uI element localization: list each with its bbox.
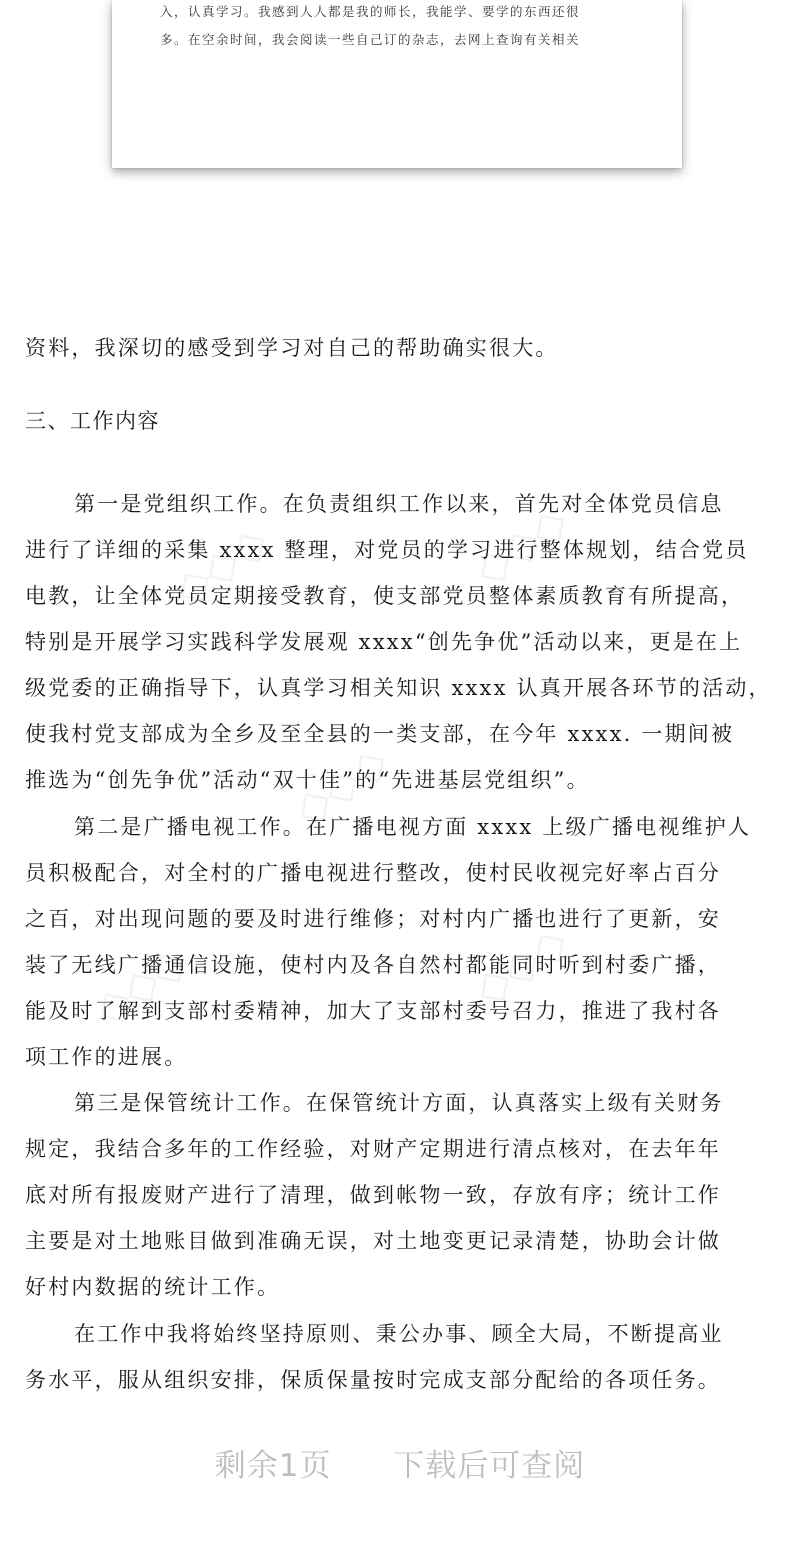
paragraph-line: 使我村党支部成为全乡及至全县的一类支部，在今年 xxxx. 一期间被 — [25, 722, 735, 746]
watermark-glyph: ◇◇◇ — [464, 915, 577, 1016]
paragraph-line: 推选为“创先争优”活动“双十佳”的“先进基层党组织”。 — [25, 768, 590, 792]
watermark-glyph: ◇◇◇ — [164, 515, 277, 616]
paragraph-line: 主要是对土地账目做到准确无误，对土地变更记录清楚，协助会计做 — [25, 1229, 721, 1253]
download-hint-label: 下载后可查阅 — [393, 1448, 586, 1484]
remaining-pages-prompt[interactable] — [0, 1440, 800, 1485]
paragraph-line: 员积极配合，对全村的广播电视进行整改，使村民收视完好率占百分 — [25, 861, 721, 885]
preview-line: 入，认真学习。我感到人人都是我的师长，我能学、要学的东西还很 — [160, 4, 581, 19]
watermark-glyph: ◇◇◇ — [84, 935, 197, 1036]
watermark-glyph: ◇◇◇ — [284, 735, 397, 836]
paragraph-line: 好村内数据的统计工作。 — [25, 1275, 281, 1299]
paragraph-line: 能及时了解到支部村委精神，加大了支部村委号召力，推进了我村各 — [25, 999, 721, 1023]
paragraph-line: 电教，让全体党员定期接受教育，使支部党员整体素质教育有所提高， — [25, 584, 745, 608]
paragraph-line: 务水平，服从组织安排，保质保量按时完成支部分配给的各项任务。 — [25, 1368, 721, 1392]
paragraph-line: 进行了详细的采集 xxxx 整理，对党员的学习进行整体规划，结合党员 — [25, 538, 749, 562]
paragraph-line: 之百，对出现问题的要及时进行维修；对村内广播也进行了更新，安 — [25, 907, 721, 931]
paragraph-line: 底对所有报废财产进行了清理，做到帐物一致，存放有序；统计工作 — [25, 1183, 721, 1207]
paragraph-line: 特别是开展学习实践科学发展观 xxxx“创先争优”活动以来，更是在上 — [25, 630, 743, 654]
preview-line: 多。在空余时间，我会阅读一些自己订的杂志，去网上查询有关相关 — [160, 32, 581, 47]
paragraph-line: 装了无线广播通信设施，使村内及各自然村都能同时听到村委广播， — [25, 953, 721, 977]
preview-page-card — [112, 0, 682, 168]
remaining-pages-label: 剩余1页 — [214, 1448, 332, 1484]
continuation-line: 资料，我深切的感受到学习对自己的帮助确实很大。 — [25, 336, 559, 360]
paragraph-line: 第一是党组织工作。在负责组织工作以来，首先对全体党员信息 — [74, 492, 724, 516]
paragraph-line: 规定，我结合多年的工作经验，对财产定期进行清点核对，在去年年 — [25, 1137, 721, 1161]
paragraph-line: 在工作中我将始终坚持原则、秉公办事、顾全大局，不断提高业 — [74, 1322, 724, 1346]
paragraph-line: 级党委的正确指导下，认真学习相关知识 xxxx 认真开展各环节的活动， — [25, 676, 772, 700]
paragraph-line: 第二是广播电视工作。在广播电视方面 xxxx 上级广播电视维护人 — [74, 815, 752, 839]
section-heading: 三、工作内容 — [25, 409, 160, 433]
paragraph-line: 第三是保管统计工作。在保管统计方面，认真落实上级有关财务 — [74, 1091, 724, 1115]
paragraph-line: 项工作的进展。 — [25, 1045, 188, 1069]
watermark-glyph: ◇◇◇ — [464, 495, 577, 596]
